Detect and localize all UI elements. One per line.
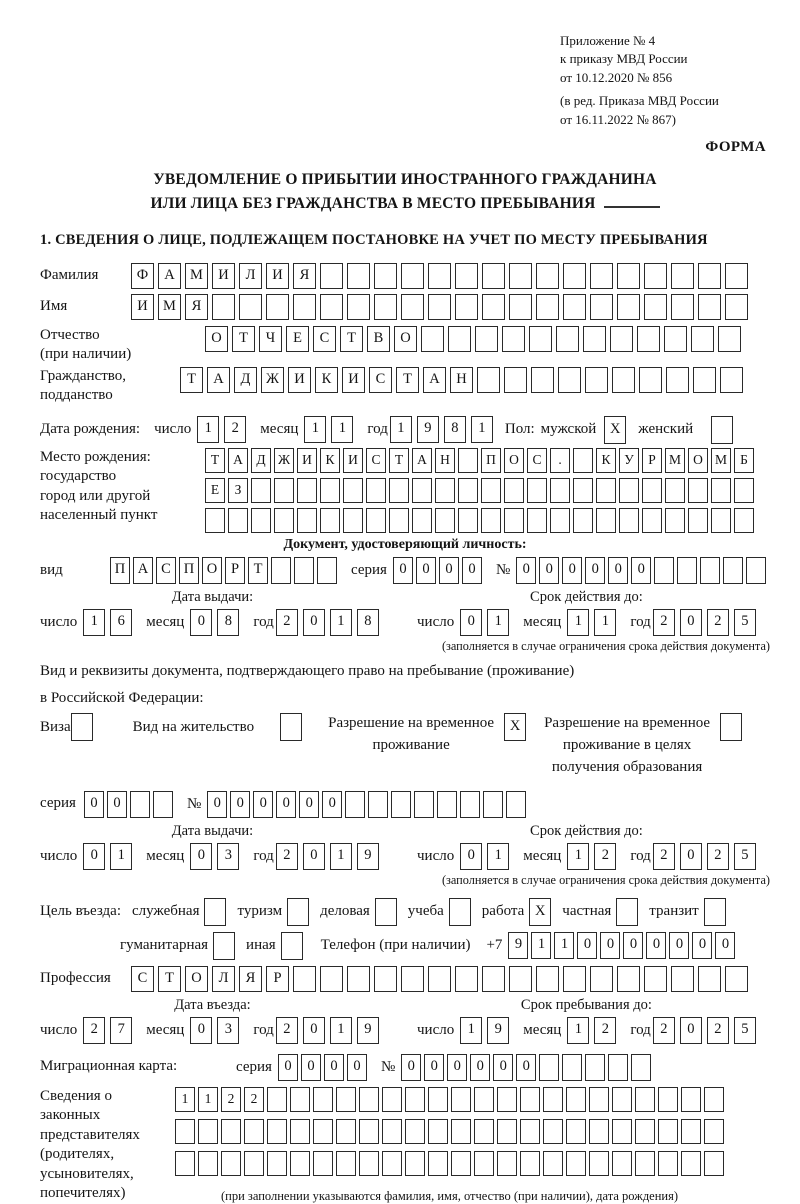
sex-label: Пол:	[504, 421, 535, 438]
visit-purpose-row	[40, 898, 770, 926]
citizenship-label-line-1: Гражданство,	[40, 367, 127, 384]
legal-reps-row-3	[175, 1151, 724, 1176]
identity-dates	[40, 589, 770, 636]
year-label: год	[630, 847, 651, 864]
migration-number-label: №	[380, 1058, 396, 1075]
purpose-private-checkbox	[616, 898, 638, 926]
stay-until-heading: Срок пребывания до:	[520, 996, 652, 1013]
birth-date-row	[40, 416, 770, 444]
temp-residence-permit-label: Разрешение на временное проживание	[328, 715, 495, 754]
residence-permit-label: Вид на жительство	[132, 719, 255, 736]
document-title-line-1: УВЕДОМЛЕНИЕ О ПРИБЫТИИ ИНОСТРАННОГО ГРАЖДАНИНА	[153, 171, 657, 189]
residence-number-label: №	[186, 795, 202, 812]
stay-month-cells: 1 2	[567, 1017, 616, 1044]
residence-expiry-heading: Срок действия до:	[530, 822, 643, 839]
option-education-residence-permit	[544, 713, 742, 778]
migration-card-row	[40, 1054, 770, 1081]
purpose-tourism-checkbox	[287, 898, 309, 926]
form-label: ФОРМА	[705, 139, 766, 156]
birth-year-cells: 1 9 8 1	[390, 416, 493, 443]
legal-reps-block	[40, 1087, 770, 1204]
birth-place-block	[40, 448, 770, 533]
birth-place-label-line-1: Место рождения:	[40, 448, 151, 465]
citizenship-label-line-2: подданство	[40, 387, 113, 404]
purpose-work-checkbox: X	[529, 898, 551, 926]
month-label: месяц	[146, 847, 185, 864]
temp-residence-permit-checkbox: X	[504, 713, 526, 741]
citizenship-label	[40, 367, 180, 406]
identity-expiry-day-cells: 0 1	[460, 609, 509, 636]
residence-issue-fields	[40, 843, 385, 870]
entry-date-heading: Дата въезда:	[174, 996, 251, 1013]
profession-cells: С Т О Л Я Р	[131, 966, 748, 992]
migration-number-cells: 0 0 0 0 0 0	[401, 1054, 651, 1081]
birth-place-label-line-3: город или другой	[40, 487, 151, 504]
year-label: год	[630, 1021, 651, 1038]
day-label: число	[40, 613, 78, 630]
legal-reps-cells	[175, 1087, 724, 1204]
birth-place-row-2: Е З	[205, 478, 754, 503]
birth-month-label: месяц	[260, 421, 299, 438]
sex-female-label: женский	[638, 421, 694, 438]
month-label: месяц	[523, 847, 562, 864]
annex-line-3: от 10.12.2020 № 856	[560, 69, 673, 85]
patronymic-label-line-1: Отчество	[40, 326, 100, 343]
purpose-official: служебная	[132, 898, 227, 926]
identity-series-label: серия	[351, 561, 387, 578]
residence-issue-day-cells: 0 1	[83, 843, 132, 870]
purpose-other: иная	[246, 932, 303, 960]
purpose-humanitarian-checkbox	[213, 932, 235, 960]
purpose-private: частная	[562, 898, 638, 926]
surname-row	[40, 263, 770, 289]
identity-expiry-note: (заполняется в случае ограничения срока действия документа)	[441, 638, 770, 653]
phone-label: Телефон (при наличии)	[320, 937, 471, 954]
residence-issue-heading: Дата выдачи:	[171, 822, 254, 839]
residence-expiry-year-cells: 2 0 2 5	[653, 843, 756, 870]
option-residence-permit	[133, 713, 302, 741]
residence-series-row	[40, 791, 770, 818]
residence-issue-year-cells: 2 0 1 9	[276, 843, 379, 870]
day-label: число	[40, 847, 78, 864]
identity-doc-kind-row	[40, 557, 770, 584]
citizenship-cells: Т А Д Ж И К И С Т А Н	[180, 367, 743, 393]
identity-expiry-group	[417, 589, 756, 636]
day-label: число	[417, 613, 455, 630]
entry-year-cells: 2 0 1 9	[276, 1017, 379, 1044]
identity-kind-label: вид	[40, 561, 63, 578]
entry-month-cells: 0 3	[190, 1017, 239, 1044]
option-visa	[40, 713, 93, 741]
amendment-line-2: от 16.11.2022 № 867)	[560, 111, 677, 127]
patronymic-row	[40, 326, 770, 365]
visit-purpose-row-2	[40, 932, 770, 960]
birth-day-label: число	[154, 421, 192, 438]
education-residence-permit-checkbox	[720, 713, 742, 741]
year-label: год	[630, 613, 651, 630]
purpose-official-checkbox	[204, 898, 226, 926]
legal-reps-note: (при заполнении указываются фамилия, имя, отчество (при наличии), дата рождения)	[220, 1188, 679, 1203]
residence-number-cells: 0 0 0 0 0 0	[207, 791, 526, 818]
residence-permit-options	[40, 713, 770, 778]
visa-label: Виза	[40, 719, 71, 736]
phone-cells: 9 1 1 0 0 0 0 0 0 0	[508, 932, 735, 959]
identity-number-label: №	[495, 561, 511, 578]
sex-male-checkbox: X	[604, 416, 626, 444]
birth-date-label: Дата рождения:	[40, 421, 141, 438]
option-temp-residence-permit	[328, 713, 526, 757]
identity-issue-day-cells: 1 6	[83, 609, 132, 636]
identity-issue-month-cells: 0 8	[190, 609, 239, 636]
day-label: число	[417, 1021, 455, 1038]
entry-date-group	[40, 997, 385, 1044]
residence-dates	[40, 823, 770, 870]
entry-date-fields	[40, 1017, 385, 1044]
residence-expiry-month-cells: 1 2	[567, 843, 616, 870]
residence-doc-intro-2: в Российской Федерации:	[40, 690, 204, 707]
month-label: месяц	[146, 613, 185, 630]
year-label: год	[253, 847, 274, 864]
stay-day-cells: 1 9	[460, 1017, 509, 1044]
day-label: число	[40, 1021, 78, 1038]
identity-issue-fields	[40, 609, 385, 636]
purpose-transit-checkbox	[704, 898, 726, 926]
title-blank-underline	[604, 206, 660, 208]
residence-doc-intro-1: Вид и реквизиты документа, подтверждающего право на пребывание (проживание)	[40, 662, 575, 679]
identity-issue-group	[40, 589, 385, 636]
residence-series-label: серия	[40, 795, 76, 812]
residence-issue-month-cells: 0 3	[190, 843, 239, 870]
residence-series-cells: 0 0	[84, 791, 173, 818]
month-label: месяц	[146, 1021, 185, 1038]
identity-issue-year-cells: 2 0 1 8	[276, 609, 379, 636]
birth-day-cells: 1 2	[197, 416, 246, 443]
profession-row	[40, 966, 770, 992]
birth-place-label-line-2: государство	[40, 468, 117, 485]
amendment-line-1: (в ред. Приказа МВД России	[560, 93, 719, 109]
document-title-line-2-text: ИЛИ ЛИЦА БЕЗ ГРАЖДАНСТВА В МЕСТО ПРЕБЫВАНИЯ	[150, 194, 596, 212]
identity-expiry-heading: Срок действия до:	[530, 588, 643, 605]
migration-series-cells: 0 0 0 0	[278, 1054, 367, 1081]
birth-place-label	[40, 448, 205, 526]
given-name-row	[40, 294, 770, 320]
year-label: год	[253, 1021, 274, 1038]
annex-line-1: Приложение № 4	[560, 33, 656, 48]
day-label: число	[417, 847, 455, 864]
purpose-transit: транзит	[649, 898, 725, 926]
legal-reps-label: Сведения о законных представителях (родителях, усыновителях, попечителях)	[40, 1087, 140, 1202]
migration-series-label: серия	[236, 1058, 272, 1075]
month-label: месяц	[523, 1021, 562, 1038]
given-name-label: Имя	[40, 298, 68, 315]
patronymic-label-line-2: (при наличии)	[40, 346, 132, 363]
birth-year-label: год	[367, 421, 388, 438]
residence-expiry-day-cells: 0 1	[460, 843, 509, 870]
purpose-study: учеба	[408, 898, 471, 926]
identity-number-cells: 0 0 0 0 0 0	[516, 557, 766, 584]
legal-reps-row-2	[175, 1119, 724, 1144]
identity-expiry-year-cells: 2 0 2 5	[653, 609, 756, 636]
purpose-other-checkbox	[281, 932, 303, 960]
identity-kind-cells: П А С П О Р Т	[110, 557, 337, 584]
year-label: год	[253, 613, 274, 630]
profession-label: Профессия	[40, 969, 111, 986]
education-residence-permit-label: Разрешение на временное проживание в целях получения образования	[544, 715, 711, 775]
stay-until-group	[417, 997, 756, 1044]
document-title	[40, 168, 770, 215]
purpose-business-checkbox	[375, 898, 397, 926]
citizenship-row	[40, 367, 770, 406]
surname-cells: Ф А М И Л И Я	[131, 263, 748, 289]
birth-place-cells	[205, 448, 754, 533]
purpose-humanitarian: гуманитарная	[120, 932, 235, 960]
purpose-study-checkbox	[449, 898, 471, 926]
document-title-line-2	[40, 192, 770, 215]
amendment-reference	[560, 92, 770, 129]
month-label: месяц	[523, 613, 562, 630]
identity-doc-heading: Документ, удостоверяющий личность:	[283, 536, 527, 552]
residence-expiry-note: (заполняется в случае ограничения срока действия документа)	[441, 872, 770, 887]
birth-place-label-line-4: населенный пункт	[40, 507, 158, 524]
entry-dates	[40, 997, 770, 1044]
given-name-cells: И М Я	[131, 294, 748, 320]
birth-place-row-1: Т А Д Ж И К И С Т А Н П О С . К У Р М О М Б	[205, 448, 754, 473]
identity-expiry-month-cells: 1 1	[567, 609, 616, 636]
residence-expiry-fields	[417, 843, 756, 870]
sex-female-checkbox	[711, 416, 733, 444]
section-1-heading: 1. СВЕДЕНИЯ О ЛИЦЕ, ПОДЛЕЖАЩЕМ ПОСТАНОВКЕ НА УЧЕТ ПО МЕСТУ ПРЕБЫВАНИЯ	[40, 231, 708, 248]
visa-checkbox	[71, 713, 93, 741]
annex-reference	[560, 32, 770, 129]
sex-male-label: мужской	[540, 421, 597, 438]
residence-expiry-group	[417, 823, 756, 870]
purpose-business: деловая	[320, 898, 397, 926]
stay-until-fields	[417, 1017, 756, 1044]
visit-purpose-label: Цель въезда:	[40, 902, 121, 919]
residence-permit-checkbox	[280, 713, 302, 741]
surname-label: Фамилия	[40, 267, 99, 284]
annex-line-2: к приказу МВД России	[560, 51, 688, 67]
purpose-tourism: туризм	[237, 898, 309, 926]
birth-month-cells: 1 1	[304, 416, 353, 443]
phone-prefix: +7	[486, 937, 503, 954]
identity-expiry-fields	[417, 609, 756, 636]
migration-card-label: Миграционная карта:	[40, 1058, 178, 1075]
identity-issue-heading: Дата выдачи:	[171, 588, 254, 605]
entry-day-cells: 2 7	[83, 1017, 132, 1044]
birth-place-row-3	[205, 508, 754, 533]
patronymic-cells: О Т Ч Е С Т В О	[205, 326, 741, 352]
identity-series-cells: 0 0 0 0	[393, 557, 482, 584]
legal-reps-row-1: 1 1 2 2	[175, 1087, 724, 1112]
purpose-work: работа X	[482, 898, 552, 926]
stay-year-cells: 2 0 2 5	[653, 1017, 756, 1044]
residence-issue-group	[40, 823, 385, 870]
patronymic-label	[40, 326, 205, 365]
